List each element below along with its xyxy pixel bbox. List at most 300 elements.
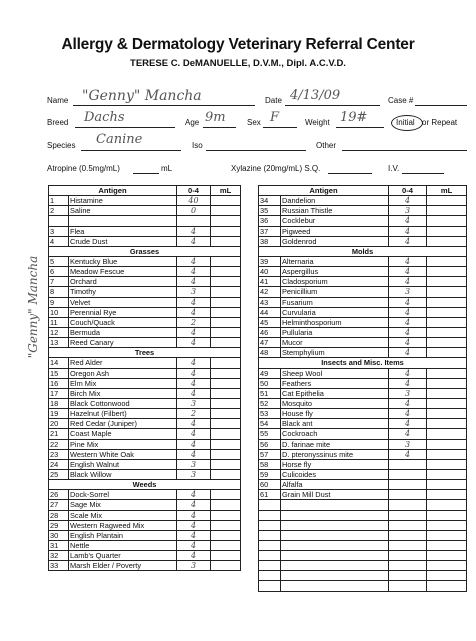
row-number: 21: [49, 429, 69, 439]
ml-cell[interactable]: [211, 388, 241, 398]
ml-cell[interactable]: [211, 500, 241, 510]
score-cell[interactable]: 4: [177, 540, 211, 550]
table-row: [49, 510, 241, 520]
row-number: [259, 551, 281, 561]
ml-cell[interactable]: [427, 581, 467, 591]
row-number: 29: [49, 520, 69, 530]
table-row: [259, 439, 467, 449]
antigen-name: [281, 540, 389, 550]
score-cell[interactable]: 4: [177, 520, 211, 530]
row-number: 56: [259, 439, 281, 449]
score-cell[interactable]: 4: [177, 338, 211, 348]
atropine-line[interactable]: [133, 173, 159, 174]
blank-row: [259, 500, 467, 510]
score-cell[interactable]: 4: [389, 348, 427, 358]
score-cell[interactable]: 4: [389, 378, 427, 388]
score-cell[interactable]: 4: [389, 398, 427, 408]
other-label: Other: [316, 141, 337, 150]
ml-cell[interactable]: [211, 520, 241, 530]
antigen-name: English Walnut: [69, 459, 177, 469]
name-value[interactable]: "Genny" Mancha: [82, 88, 202, 104]
row-number: 53: [259, 409, 281, 419]
table-row: [259, 307, 467, 317]
score-cell[interactable]: 4: [177, 358, 211, 368]
ml-cell[interactable]: [211, 196, 241, 206]
antigen-name: [281, 551, 389, 561]
ml-cell[interactable]: [427, 338, 467, 348]
antigen-table-left: [48, 185, 241, 571]
species-value[interactable]: Canine: [96, 132, 143, 147]
score-cell[interactable]: 4: [177, 378, 211, 388]
table-row: [49, 317, 241, 327]
ml-cell[interactable]: [211, 327, 241, 337]
row-number: 40: [259, 267, 281, 277]
xylazine-sq-line[interactable]: [328, 173, 372, 174]
score-cell[interactable]: 4: [389, 317, 427, 327]
score-cell[interactable]: 4: [177, 236, 211, 246]
score-cell[interactable]: [389, 551, 427, 561]
table-row: [49, 338, 241, 348]
ml-cell[interactable]: [211, 530, 241, 540]
score-cell[interactable]: 4: [389, 449, 427, 459]
form-title: Allergy & Dermatology Veterinary Referral Center: [61, 36, 415, 53]
header-antigen: Antigen: [49, 186, 177, 196]
row-number: 15: [49, 368, 69, 378]
ml-cell[interactable]: [211, 368, 241, 378]
blank-row: [259, 510, 467, 520]
row-number: [259, 500, 281, 510]
score-cell[interactable]: 3: [177, 561, 211, 571]
score-cell[interactable]: 4: [389, 409, 427, 419]
weight-line: [336, 127, 384, 128]
score-cell[interactable]: 4: [389, 419, 427, 429]
score-cell[interactable]: 4: [389, 429, 427, 439]
ml-cell[interactable]: [427, 226, 467, 236]
ml-cell[interactable]: [427, 551, 467, 561]
antigen-name: D. farinae mite: [281, 439, 389, 449]
score-cell[interactable]: 4: [177, 490, 211, 500]
score-cell[interactable]: [389, 490, 427, 500]
antigen-name: Flea: [69, 226, 177, 236]
ml-cell[interactable]: [211, 287, 241, 297]
score-cell[interactable]: [389, 480, 427, 490]
score-cell[interactable]: [389, 540, 427, 550]
antigen-name: Alternaria: [281, 256, 389, 266]
score-cell[interactable]: 4: [177, 500, 211, 510]
ml-cell[interactable]: [427, 236, 467, 246]
ml-cell[interactable]: [211, 206, 241, 216]
ml-cell[interactable]: [211, 267, 241, 277]
score-cell[interactable]: 4: [177, 551, 211, 561]
header-antigen: Antigen: [259, 186, 389, 196]
table-row: [49, 551, 241, 561]
antigen-name: Cocklebur: [281, 216, 389, 226]
ml-cell[interactable]: [427, 480, 467, 490]
row-number: 27: [49, 500, 69, 510]
date-value[interactable]: 4/13/09: [290, 88, 341, 103]
xylazine-iv-line[interactable]: [402, 173, 444, 174]
section-label: Molds: [259, 246, 467, 256]
row-number: 4: [49, 236, 69, 246]
row-number: 14: [49, 358, 69, 368]
row-number: 61: [259, 490, 281, 500]
section-header: [49, 246, 241, 256]
ml-cell[interactable]: [427, 317, 467, 327]
table-row: [259, 226, 467, 236]
ml-cell[interactable]: [211, 378, 241, 388]
ml-cell[interactable]: [211, 236, 241, 246]
ml-cell[interactable]: [427, 490, 467, 500]
row-number: [49, 216, 69, 226]
table-row: [259, 206, 467, 216]
row-number: 37: [259, 226, 281, 236]
table-row: [49, 327, 241, 337]
table-row: [259, 459, 467, 469]
score-cell[interactable]: 4: [177, 307, 211, 317]
score-cell[interactable]: 4: [177, 449, 211, 459]
table-row: [49, 490, 241, 500]
table-row: [49, 500, 241, 510]
score-cell[interactable]: 4: [177, 510, 211, 520]
row-number: [259, 510, 281, 520]
row-number: 42: [259, 287, 281, 297]
age-label: Age: [185, 118, 200, 127]
ml-cell[interactable]: [211, 429, 241, 439]
ml-cell[interactable]: [211, 338, 241, 348]
row-number: 44: [259, 307, 281, 317]
antigen-name: [69, 216, 177, 226]
ml-cell[interactable]: [427, 500, 467, 510]
antigen-name: Sheep Wool: [281, 368, 389, 378]
ml-cell[interactable]: [211, 409, 241, 419]
score-cell[interactable]: 4: [177, 267, 211, 277]
score-cell[interactable]: 4: [389, 297, 427, 307]
table-row: [49, 358, 241, 368]
antigen-name: Dock-Sorrel: [69, 490, 177, 500]
row-number: 33: [49, 561, 69, 571]
score-cell[interactable]: [389, 459, 427, 469]
repeat-option[interactable]: or Repeat: [422, 118, 458, 127]
table-row: [49, 297, 241, 307]
antigen-name: Histamine: [69, 196, 177, 206]
antigen-name: Horse fly: [281, 459, 389, 469]
antigen-name: House fly: [281, 409, 389, 419]
row-number: 25: [49, 469, 69, 479]
row-number: 11: [49, 317, 69, 327]
ml-cell[interactable]: [427, 277, 467, 287]
score-cell[interactable]: [389, 510, 427, 520]
ml-cell[interactable]: [211, 551, 241, 561]
table-row: [259, 297, 467, 307]
row-number: [259, 520, 281, 530]
ml-cell[interactable]: [211, 439, 241, 449]
score-cell[interactable]: [389, 500, 427, 510]
ml-cell[interactable]: [211, 459, 241, 469]
score-cell[interactable]: 2: [177, 409, 211, 419]
row-number: 43: [259, 297, 281, 307]
age-value[interactable]: 9m: [205, 110, 226, 125]
ml-cell[interactable]: [427, 449, 467, 459]
row-number: 50: [259, 378, 281, 388]
score-cell[interactable]: [389, 561, 427, 571]
blank-row: [259, 581, 467, 591]
score-cell[interactable]: 4: [389, 277, 427, 287]
score-cell[interactable]: 2: [177, 317, 211, 327]
ml-cell[interactable]: [211, 469, 241, 479]
antigen-name: Oregon Ash: [69, 368, 177, 378]
row-number: 23: [49, 449, 69, 459]
ml-cell[interactable]: [211, 398, 241, 408]
score-cell[interactable]: 3: [177, 287, 211, 297]
ml-cell[interactable]: [427, 439, 467, 449]
antigen-name: Timothy: [69, 287, 177, 297]
score-cell[interactable]: [389, 530, 427, 540]
xylazine-iv-label: I.V.: [388, 164, 400, 173]
ml-cell[interactable]: [211, 358, 241, 368]
row-number: 22: [49, 439, 69, 449]
score-cell[interactable]: 4: [389, 256, 427, 266]
ml-cell[interactable]: [427, 196, 467, 206]
score-cell[interactable]: 4: [177, 429, 211, 439]
score-cell[interactable]: 3: [177, 459, 211, 469]
score-cell[interactable]: 4: [177, 256, 211, 266]
row-number: 41: [259, 277, 281, 287]
row-number: 10: [49, 307, 69, 317]
ml-cell[interactable]: [427, 307, 467, 317]
score-cell[interactable]: 3: [177, 398, 211, 408]
section-header: [259, 358, 467, 368]
score-cell[interactable]: 4: [177, 327, 211, 337]
ml-cell[interactable]: [427, 409, 467, 419]
iso-line[interactable]: [206, 150, 306, 151]
score-cell[interactable]: 3: [389, 388, 427, 398]
row-number: [259, 571, 281, 581]
sex-line: [263, 127, 297, 128]
score-cell[interactable]: 4: [389, 236, 427, 246]
table-row: [259, 196, 467, 206]
score-cell[interactable]: 4: [389, 196, 427, 206]
ml-cell[interactable]: [427, 206, 467, 216]
score-cell[interactable]: [389, 469, 427, 479]
ml-cell[interactable]: [211, 226, 241, 236]
weight-value[interactable]: 19#: [340, 110, 368, 125]
row-number: 34: [259, 196, 281, 206]
ml-cell[interactable]: [211, 317, 241, 327]
table-row: [259, 256, 467, 266]
species-label: Species: [47, 141, 76, 150]
score-cell[interactable]: 3: [389, 206, 427, 216]
antigen-name: Orchard: [69, 277, 177, 287]
breed-value[interactable]: Dachs: [84, 110, 125, 125]
ml-cell[interactable]: [211, 419, 241, 429]
antigen-name: Black ant: [281, 419, 389, 429]
score-cell[interactable]: 4: [389, 307, 427, 317]
blank-row: [49, 216, 241, 226]
blank-row: [259, 551, 467, 561]
date-line: [285, 105, 380, 106]
header-score: 0-4: [389, 186, 427, 196]
ml-cell[interactable]: [211, 297, 241, 307]
ml-cell[interactable]: [427, 216, 467, 226]
ml-cell[interactable]: [211, 540, 241, 550]
antigen-name: Black Willow: [69, 469, 177, 479]
initial-option[interactable]: Initial: [396, 118, 415, 127]
ml-cell[interactable]: [427, 398, 467, 408]
score-cell[interactable]: 4: [389, 338, 427, 348]
row-number: [259, 561, 281, 571]
row-number: 3: [49, 226, 69, 236]
score-cell[interactable]: 4: [389, 226, 427, 236]
antigen-name: Red Cedar (Juniper): [69, 419, 177, 429]
score-cell[interactable]: 4: [177, 226, 211, 236]
antigen-name: [281, 561, 389, 571]
ml-cell[interactable]: [427, 429, 467, 439]
row-number: 1: [49, 196, 69, 206]
table-row: [49, 398, 241, 408]
antigen-name: Elm Mix: [69, 378, 177, 388]
antigen-table-right: [258, 185, 467, 592]
row-number: 18: [49, 398, 69, 408]
ml-cell[interactable]: [427, 348, 467, 358]
antigen-name: Bermuda: [69, 327, 177, 337]
ml-cell[interactable]: [427, 459, 467, 469]
ml-cell[interactable]: [427, 327, 467, 337]
score-cell[interactable]: 40: [177, 196, 211, 206]
ml-cell[interactable]: [211, 277, 241, 287]
score-cell[interactable]: [389, 581, 427, 591]
ml-cell[interactable]: [211, 216, 241, 226]
row-number: 47: [259, 338, 281, 348]
antigen-name: Russian Thistle: [281, 206, 389, 216]
antigen-name: Fusarium: [281, 297, 389, 307]
table-row: [49, 449, 241, 459]
score-cell[interactable]: 4: [177, 419, 211, 429]
ml-cell[interactable]: [427, 368, 467, 378]
row-number: 36: [259, 216, 281, 226]
antigen-name: Penicillium: [281, 287, 389, 297]
row-number: 46: [259, 327, 281, 337]
table-header-row: [49, 186, 241, 196]
table-row: [259, 317, 467, 327]
score-cell[interactable]: 0: [177, 206, 211, 216]
row-number: 57: [259, 449, 281, 459]
ml-cell[interactable]: [427, 287, 467, 297]
sex-value[interactable]: F: [270, 110, 280, 125]
ml-cell[interactable]: [427, 297, 467, 307]
name-label: Name: [47, 96, 69, 105]
case-line[interactable]: [415, 105, 467, 106]
ml-cell[interactable]: [427, 256, 467, 266]
ml-cell[interactable]: [427, 530, 467, 540]
score-cell[interactable]: 4: [177, 530, 211, 540]
ml-cell[interactable]: [211, 256, 241, 266]
ml-cell[interactable]: [427, 469, 467, 479]
table-row: [49, 409, 241, 419]
score-cell[interactable]: 4: [177, 277, 211, 287]
antigen-name: Western Ragweed Mix: [69, 520, 177, 530]
other-line[interactable]: [342, 150, 467, 151]
ml-cell[interactable]: [211, 561, 241, 571]
score-cell[interactable]: 3: [177, 469, 211, 479]
table-row: [49, 236, 241, 246]
ml-cell[interactable]: [427, 267, 467, 277]
score-cell[interactable]: [389, 571, 427, 581]
blank-row: [259, 540, 467, 550]
weight-label: Weight: [305, 118, 330, 127]
ml-cell[interactable]: [427, 520, 467, 530]
score-cell[interactable]: 4: [389, 267, 427, 277]
ml-cell[interactable]: [427, 510, 467, 520]
table-row: [259, 348, 467, 358]
antigen-name: Western White Oak: [69, 449, 177, 459]
score-cell[interactable]: 4: [177, 368, 211, 378]
table-row: [49, 287, 241, 297]
score-cell[interactable]: [177, 216, 211, 226]
antigen-name: Red Alder: [69, 358, 177, 368]
antigen-name: Cat Epithelia: [281, 388, 389, 398]
row-number: 52: [259, 398, 281, 408]
antigen-name: Cladosporium: [281, 277, 389, 287]
antigen-name: Pullularia: [281, 327, 389, 337]
ml-cell[interactable]: [427, 571, 467, 581]
ml-cell[interactable]: [427, 561, 467, 571]
table-row: [259, 480, 467, 490]
antigen-name: [281, 571, 389, 581]
row-number: 60: [259, 480, 281, 490]
score-cell[interactable]: 4: [389, 368, 427, 378]
table-row: [49, 226, 241, 236]
ml-cell[interactable]: [211, 307, 241, 317]
antigen-table-left-body: [49, 186, 241, 571]
row-number: 13: [49, 338, 69, 348]
table-row: [49, 429, 241, 439]
table-row: [259, 388, 467, 398]
antigen-name: Alfalfa: [281, 480, 389, 490]
iso-label: Iso: [192, 141, 203, 150]
antigen-name: Reed Canary: [69, 338, 177, 348]
row-number: 32: [49, 551, 69, 561]
score-cell[interactable]: 4: [389, 327, 427, 337]
table-row: [49, 419, 241, 429]
score-cell[interactable]: 4: [177, 297, 211, 307]
ml-cell[interactable]: [211, 490, 241, 500]
antigen-name: Saline: [69, 206, 177, 216]
table-row: [49, 388, 241, 398]
antigen-name: Couch/Quack: [69, 317, 177, 327]
row-number: 24: [49, 459, 69, 469]
row-number: 54: [259, 419, 281, 429]
ml-cell[interactable]: [427, 419, 467, 429]
table-row: [49, 469, 241, 479]
score-cell[interactable]: 4: [177, 388, 211, 398]
score-cell[interactable]: 4: [177, 439, 211, 449]
score-cell[interactable]: [389, 520, 427, 530]
score-cell[interactable]: 3: [389, 287, 427, 297]
antigen-name: Aspergillus: [281, 267, 389, 277]
ml-cell[interactable]: [427, 388, 467, 398]
table-row: [259, 469, 467, 479]
row-number: 16: [49, 378, 69, 388]
ml-cell[interactable]: [427, 540, 467, 550]
ml-cell[interactable]: [211, 449, 241, 459]
row-number: [259, 540, 281, 550]
row-number: 48: [259, 348, 281, 358]
ml-cell[interactable]: [427, 378, 467, 388]
row-number: 28: [49, 510, 69, 520]
ml-cell[interactable]: [211, 510, 241, 520]
score-cell[interactable]: 4: [389, 216, 427, 226]
score-cell[interactable]: 3: [389, 439, 427, 449]
